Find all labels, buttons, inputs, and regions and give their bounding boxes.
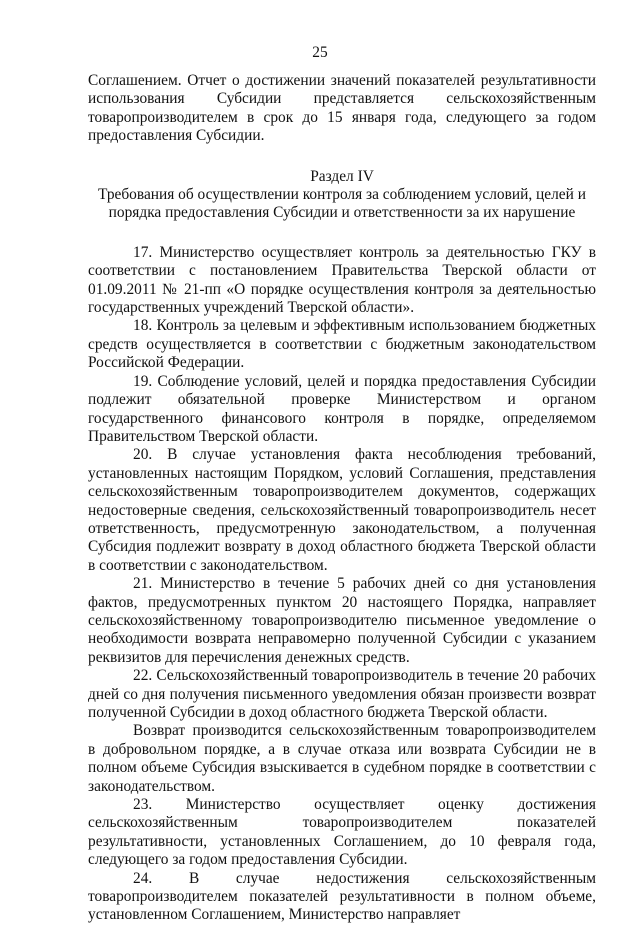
paragraph-21: 21. Министерство в течение 5 рабочих дней со дня установления фактов, предусмотренных пунктом 20 настоящего Порядка, направляет сельскохозяйственному товаропроизводителю письменное уведомление о необходимости возврата неправомерно полученной Субсидии с указанием реквизитов для перечисления денежных средств. xyxy=(88,575,596,666)
paragraph-17: 17. Министерство осуществляет контроль за деятельностью ГКУ в соответствии с постановлением Правительства Тверской области от 01.09.2011 № 21-пп «О порядке осуществления контроля за деятельностью государственных учреждений Тверской области». xyxy=(88,243,596,317)
page-number: 25 xyxy=(312,44,328,61)
paragraph-19: 19. Соблюдение условий, целей и порядка предоставления Субсидии подлежит обязательной проверке Министерством и органом государственного финансового контроля в порядке, определяемом Правительством Тверской области. xyxy=(88,372,596,445)
paragraph-18: 18. Контроль за целевым и эффективным использованием бюджетных средств осуществляется в соответствии с бюджетным законодательством Российской Федерации. xyxy=(88,317,596,372)
document-body xyxy=(88,72,596,925)
paragraph-20: 20. В случае установления факта несоблюдения требований, установленных настоящим Порядком, условий Соглашения, представления сельскохозяйственным товаропроизводителем документов, содержащих недостоверные сведения, сельскохозяйственный товаропроизводитель несет ответственность, предусмотренную законодательством, а полученная Субсидия подлежит возврату в доход областного бюджета Тверской области в соответствии с законодательством. xyxy=(88,446,596,574)
paragraph-22: 22. Сельскохозяйственный товаропроизводитель в течение 20 рабочих дней со дня получения письменного уведомления обязан произвести возврат полученной Субсидии в доход областного бюджета Тверской области. xyxy=(88,667,596,721)
intro-paragraph: Соглашением. Отчет о достижении значений показателей результативности использования Субсидии представляется сельскохозяйственным товаропроизводителем в срок до 15 января года, следующего за годом предоставления Субсидии. xyxy=(88,72,596,145)
section-heading: Раздел IV xyxy=(310,167,374,185)
section-title: Требования об осуществлении контроля за соблюдением условий, целей и порядка предоставления Субсидии и ответственности за их нарушение xyxy=(98,186,586,222)
paragraph-24: 24. В случае недостижения сельскохозяйственным товаропроизводителем показателей результативности в полном объеме, установленном Соглашением, Министерство направляет xyxy=(88,869,596,924)
paragraph-22-continuation: Возврат производится сельскохозяйственным товаропроизводителем в добровольном порядке, а в случае отказа или возврата Субсидии не в полном объеме Субсидия взыскивается в судебном порядке в соответствии с законодательством. xyxy=(88,722,596,795)
paragraph-23: 23. Министерство осуществляет оценку достижения сельскохозяйственным товаропроизводителем показателей результативности, установленных Соглашением, до 10 февраля года, следующего за годом предоставления Субсидии. xyxy=(88,796,596,869)
